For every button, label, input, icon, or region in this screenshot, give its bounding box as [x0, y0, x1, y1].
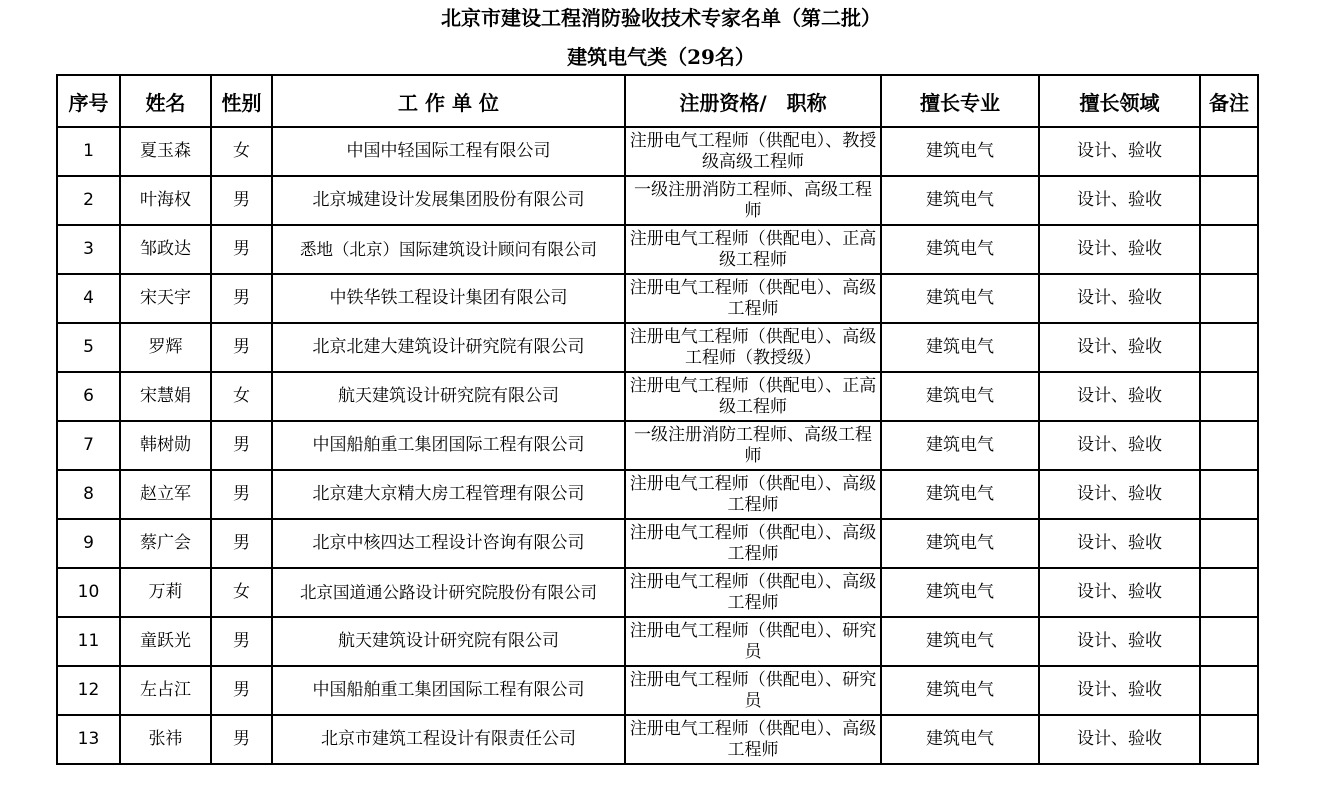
cell-qualification: 注册电气工程师（供配电）、高级工程师: [625, 519, 881, 568]
header-organization: 工 作 单 位: [272, 75, 625, 127]
cell-gender: 男: [211, 617, 272, 666]
cell-name: 万莉: [120, 568, 211, 617]
header-index: 序号: [57, 75, 120, 127]
header-remarks: 备注: [1200, 75, 1258, 127]
cell-index: 4: [57, 274, 120, 323]
header-specialty: 擅长专业: [881, 75, 1039, 127]
cell-remarks: [1200, 666, 1258, 715]
cell-qualification: 注册电气工程师（供配电）、高级工程师: [625, 568, 881, 617]
cell-remarks: [1200, 274, 1258, 323]
cell-name: 叶海权: [120, 176, 211, 225]
cell-index: 11: [57, 617, 120, 666]
table-row: [57, 617, 1258, 666]
cell-name: 韩树勋: [120, 421, 211, 470]
cell-gender: 男: [211, 225, 272, 274]
cell-field: 设计、验收: [1039, 421, 1200, 470]
cell-name: 宋慧娟: [120, 372, 211, 421]
cell-organization: 中国船舶重工集团国际工程有限公司: [272, 421, 625, 470]
cell-field: 设计、验收: [1039, 127, 1200, 176]
cell-organization: 北京国道通公路设计研究院股份有限公司: [272, 568, 625, 617]
cell-qualification: 一级注册消防工程师、高级工程师: [625, 176, 881, 225]
cell-field: 设计、验收: [1039, 519, 1200, 568]
cell-specialty: 建筑电气: [881, 519, 1039, 568]
table-row: [57, 127, 1258, 176]
cell-specialty: 建筑电气: [881, 372, 1039, 421]
cell-name: 宋天宇: [120, 274, 211, 323]
table-row: [57, 519, 1258, 568]
cell-index: 2: [57, 176, 120, 225]
table-row: [57, 176, 1258, 225]
cell-index: 8: [57, 470, 120, 519]
cell-specialty: 建筑电气: [881, 421, 1039, 470]
cell-gender: 男: [211, 666, 272, 715]
cell-specialty: 建筑电气: [881, 666, 1039, 715]
cell-index: 5: [57, 323, 120, 372]
cell-qualification: 注册电气工程师（供配电）、研究员: [625, 617, 881, 666]
cell-field: 设计、验收: [1039, 274, 1200, 323]
header-name: 姓名: [120, 75, 211, 127]
cell-field: 设计、验收: [1039, 323, 1200, 372]
cell-specialty: 建筑电气: [881, 127, 1039, 176]
cell-organization: 悉地（北京）国际建筑设计顾问有限公司: [272, 225, 625, 274]
header-gender: 性别: [211, 75, 272, 127]
cell-remarks: [1200, 127, 1258, 176]
cell-organization: 中国船舶重工集团国际工程有限公司: [272, 666, 625, 715]
cell-organization: 北京中核四达工程设计咨询有限公司: [272, 519, 625, 568]
cell-name: 罗辉: [120, 323, 211, 372]
cell-field: 设计、验收: [1039, 176, 1200, 225]
cell-field: 设计、验收: [1039, 715, 1200, 764]
cell-organization: 航天建筑设计研究院有限公司: [272, 617, 625, 666]
cell-specialty: 建筑电气: [881, 225, 1039, 274]
cell-gender: 男: [211, 274, 272, 323]
cell-qualification: 注册电气工程师（供配电）、高级工程师: [625, 715, 881, 764]
cell-remarks: [1200, 470, 1258, 519]
cell-index: 7: [57, 421, 120, 470]
cell-remarks: [1200, 176, 1258, 225]
cell-remarks: [1200, 568, 1258, 617]
cell-qualification: 注册电气工程师（供配电）、高级工程师（教授级）: [625, 323, 881, 372]
cell-index: 3: [57, 225, 120, 274]
table-row: [57, 666, 1258, 715]
cell-index: 10: [57, 568, 120, 617]
cell-remarks: [1200, 421, 1258, 470]
cell-specialty: 建筑电气: [881, 617, 1039, 666]
cell-remarks: [1200, 617, 1258, 666]
cell-index: 1: [57, 127, 120, 176]
cell-specialty: 建筑电气: [881, 470, 1039, 519]
cell-gender: 女: [211, 568, 272, 617]
header-field: 擅长领域: [1039, 75, 1200, 127]
cell-organization: 北京建大京精大房工程管理有限公司: [272, 470, 625, 519]
cell-gender: 男: [211, 421, 272, 470]
cell-specialty: 建筑电气: [881, 568, 1039, 617]
cell-qualification: 注册电气工程师（供配电）、高级工程师: [625, 274, 881, 323]
cell-name: 邹政达: [120, 225, 211, 274]
cell-remarks: [1200, 519, 1258, 568]
table-row: [57, 421, 1258, 470]
cell-name: 童跃光: [120, 617, 211, 666]
cell-field: 设计、验收: [1039, 225, 1200, 274]
cell-index: 6: [57, 372, 120, 421]
table-header-row: [57, 75, 1258, 127]
cell-field: 设计、验收: [1039, 617, 1200, 666]
cell-qualification: 注册电气工程师（供配电）、教授级高级工程师: [625, 127, 881, 176]
cell-organization: 北京北建大建筑设计研究院有限公司: [272, 323, 625, 372]
cell-organization: 中国中轻国际工程有限公司: [272, 127, 625, 176]
cell-gender: 女: [211, 372, 272, 421]
cell-qualification: 注册电气工程师（供配电）、高级工程师: [625, 470, 881, 519]
cell-name: 左占江: [120, 666, 211, 715]
cell-organization: 北京市建筑工程设计有限责任公司: [272, 715, 625, 764]
cell-index: 13: [57, 715, 120, 764]
cell-remarks: [1200, 225, 1258, 274]
cell-gender: 男: [211, 470, 272, 519]
cell-gender: 男: [211, 323, 272, 372]
cell-name: 赵立军: [120, 470, 211, 519]
cell-qualification: 注册电气工程师（供配电）、研究员: [625, 666, 881, 715]
document-subtitle: 建筑电气类（29名）: [567, 45, 755, 69]
cell-organization: 北京城建设计发展集团股份有限公司: [272, 176, 625, 225]
table-row: [57, 323, 1258, 372]
cell-name: 张祎: [120, 715, 211, 764]
cell-field: 设计、验收: [1039, 568, 1200, 617]
cell-organization: 航天建筑设计研究院有限公司: [272, 372, 625, 421]
cell-specialty: 建筑电气: [881, 274, 1039, 323]
cell-field: 设计、验收: [1039, 470, 1200, 519]
cell-name: 夏玉森: [120, 127, 211, 176]
table-row: [57, 372, 1258, 421]
table-row: [57, 470, 1258, 519]
cell-qualification: 注册电气工程师（供配电）、正高级工程师: [625, 372, 881, 421]
cell-index: 12: [57, 666, 120, 715]
cell-index: 9: [57, 519, 120, 568]
cell-name: 蔡广会: [120, 519, 211, 568]
cell-remarks: [1200, 323, 1258, 372]
cell-gender: 男: [211, 715, 272, 764]
cell-remarks: [1200, 372, 1258, 421]
cell-remarks: [1200, 715, 1258, 764]
cell-gender: 男: [211, 519, 272, 568]
document-title: 北京市建设工程消防验收技术专家名单（第二批）: [441, 6, 881, 30]
table-row: [57, 225, 1258, 274]
cell-gender: 女: [211, 127, 272, 176]
table-row: [57, 568, 1258, 617]
table-row: [57, 274, 1258, 323]
cell-field: 设计、验收: [1039, 666, 1200, 715]
cell-organization: 中铁华铁工程设计集团有限公司: [272, 274, 625, 323]
cell-qualification: 注册电气工程师（供配电）、正高级工程师: [625, 225, 881, 274]
cell-gender: 男: [211, 176, 272, 225]
cell-specialty: 建筑电气: [881, 176, 1039, 225]
cell-specialty: 建筑电气: [881, 323, 1039, 372]
cell-field: 设计、验收: [1039, 372, 1200, 421]
expert-roster-table: [56, 74, 1259, 765]
cell-qualification: 一级注册消防工程师、高级工程师: [625, 421, 881, 470]
table-row: [57, 715, 1258, 764]
cell-specialty: 建筑电气: [881, 715, 1039, 764]
header-qualification: 注册资格/ 职称: [625, 75, 881, 127]
